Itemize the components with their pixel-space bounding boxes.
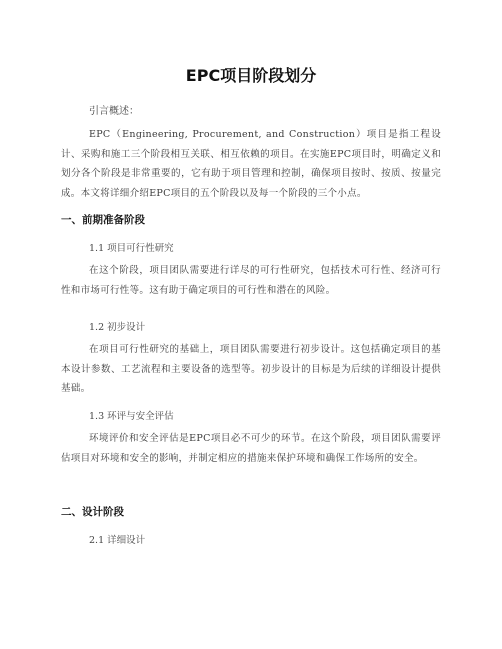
section-heading-1: 一、前期准备阶段: [61, 214, 145, 226]
page-title: EPC项目阶段划分: [185, 66, 317, 85]
subsection-heading-1-1: 1.1 项目可行性研究: [89, 243, 174, 254]
subsection-heading-1-2: 1.2 初步设计: [89, 322, 146, 333]
subsection-text-1-3: 环境评价和安全评估是EPC项目必不可少的环节。在这个阶段，项目团队需要评估项目对环境和安全的影响，并制定相应的措施来保护环境和确保工作场所的安全。: [61, 433, 441, 464]
subsection-text-1-1: 在这个阶段，项目团队需要进行详尽的可行性研究，包括技术可行性、经济可行性和市场可行性等。这有助于确定项目的可行性和潜在的风险。: [61, 265, 441, 296]
intro-label: 引言概述：: [89, 106, 139, 117]
subsection-heading-2-1: 2.1 详细设计: [89, 535, 146, 546]
subsection-text-1-2: 在项目可行性研究的基础上，项目团队需要进行初步设计。这包括确定项目的基本设计参数、工艺流程和主要设备的选型等。初步设计的目标是为后续的详细设计提供基础。: [61, 344, 441, 394]
intro-paragraph: EPC（Engineering, Procurement, and Construction）项目是指工程设计、采购和施工三个阶段相互关联、相互依赖的项目。在实施EPC项目时，明确定义和划分各个阶段是非常重要的，它有助于项目管理和控制，确保项目按时、按质、按量完成。本文将详细介绍EPC项目的五个阶段以及每一个阶段的三个小点。: [61, 129, 441, 199]
section-heading-2: 二、设计阶段: [61, 506, 124, 518]
subsection-heading-1-3: 1.3 环评与安全评估: [89, 411, 174, 422]
